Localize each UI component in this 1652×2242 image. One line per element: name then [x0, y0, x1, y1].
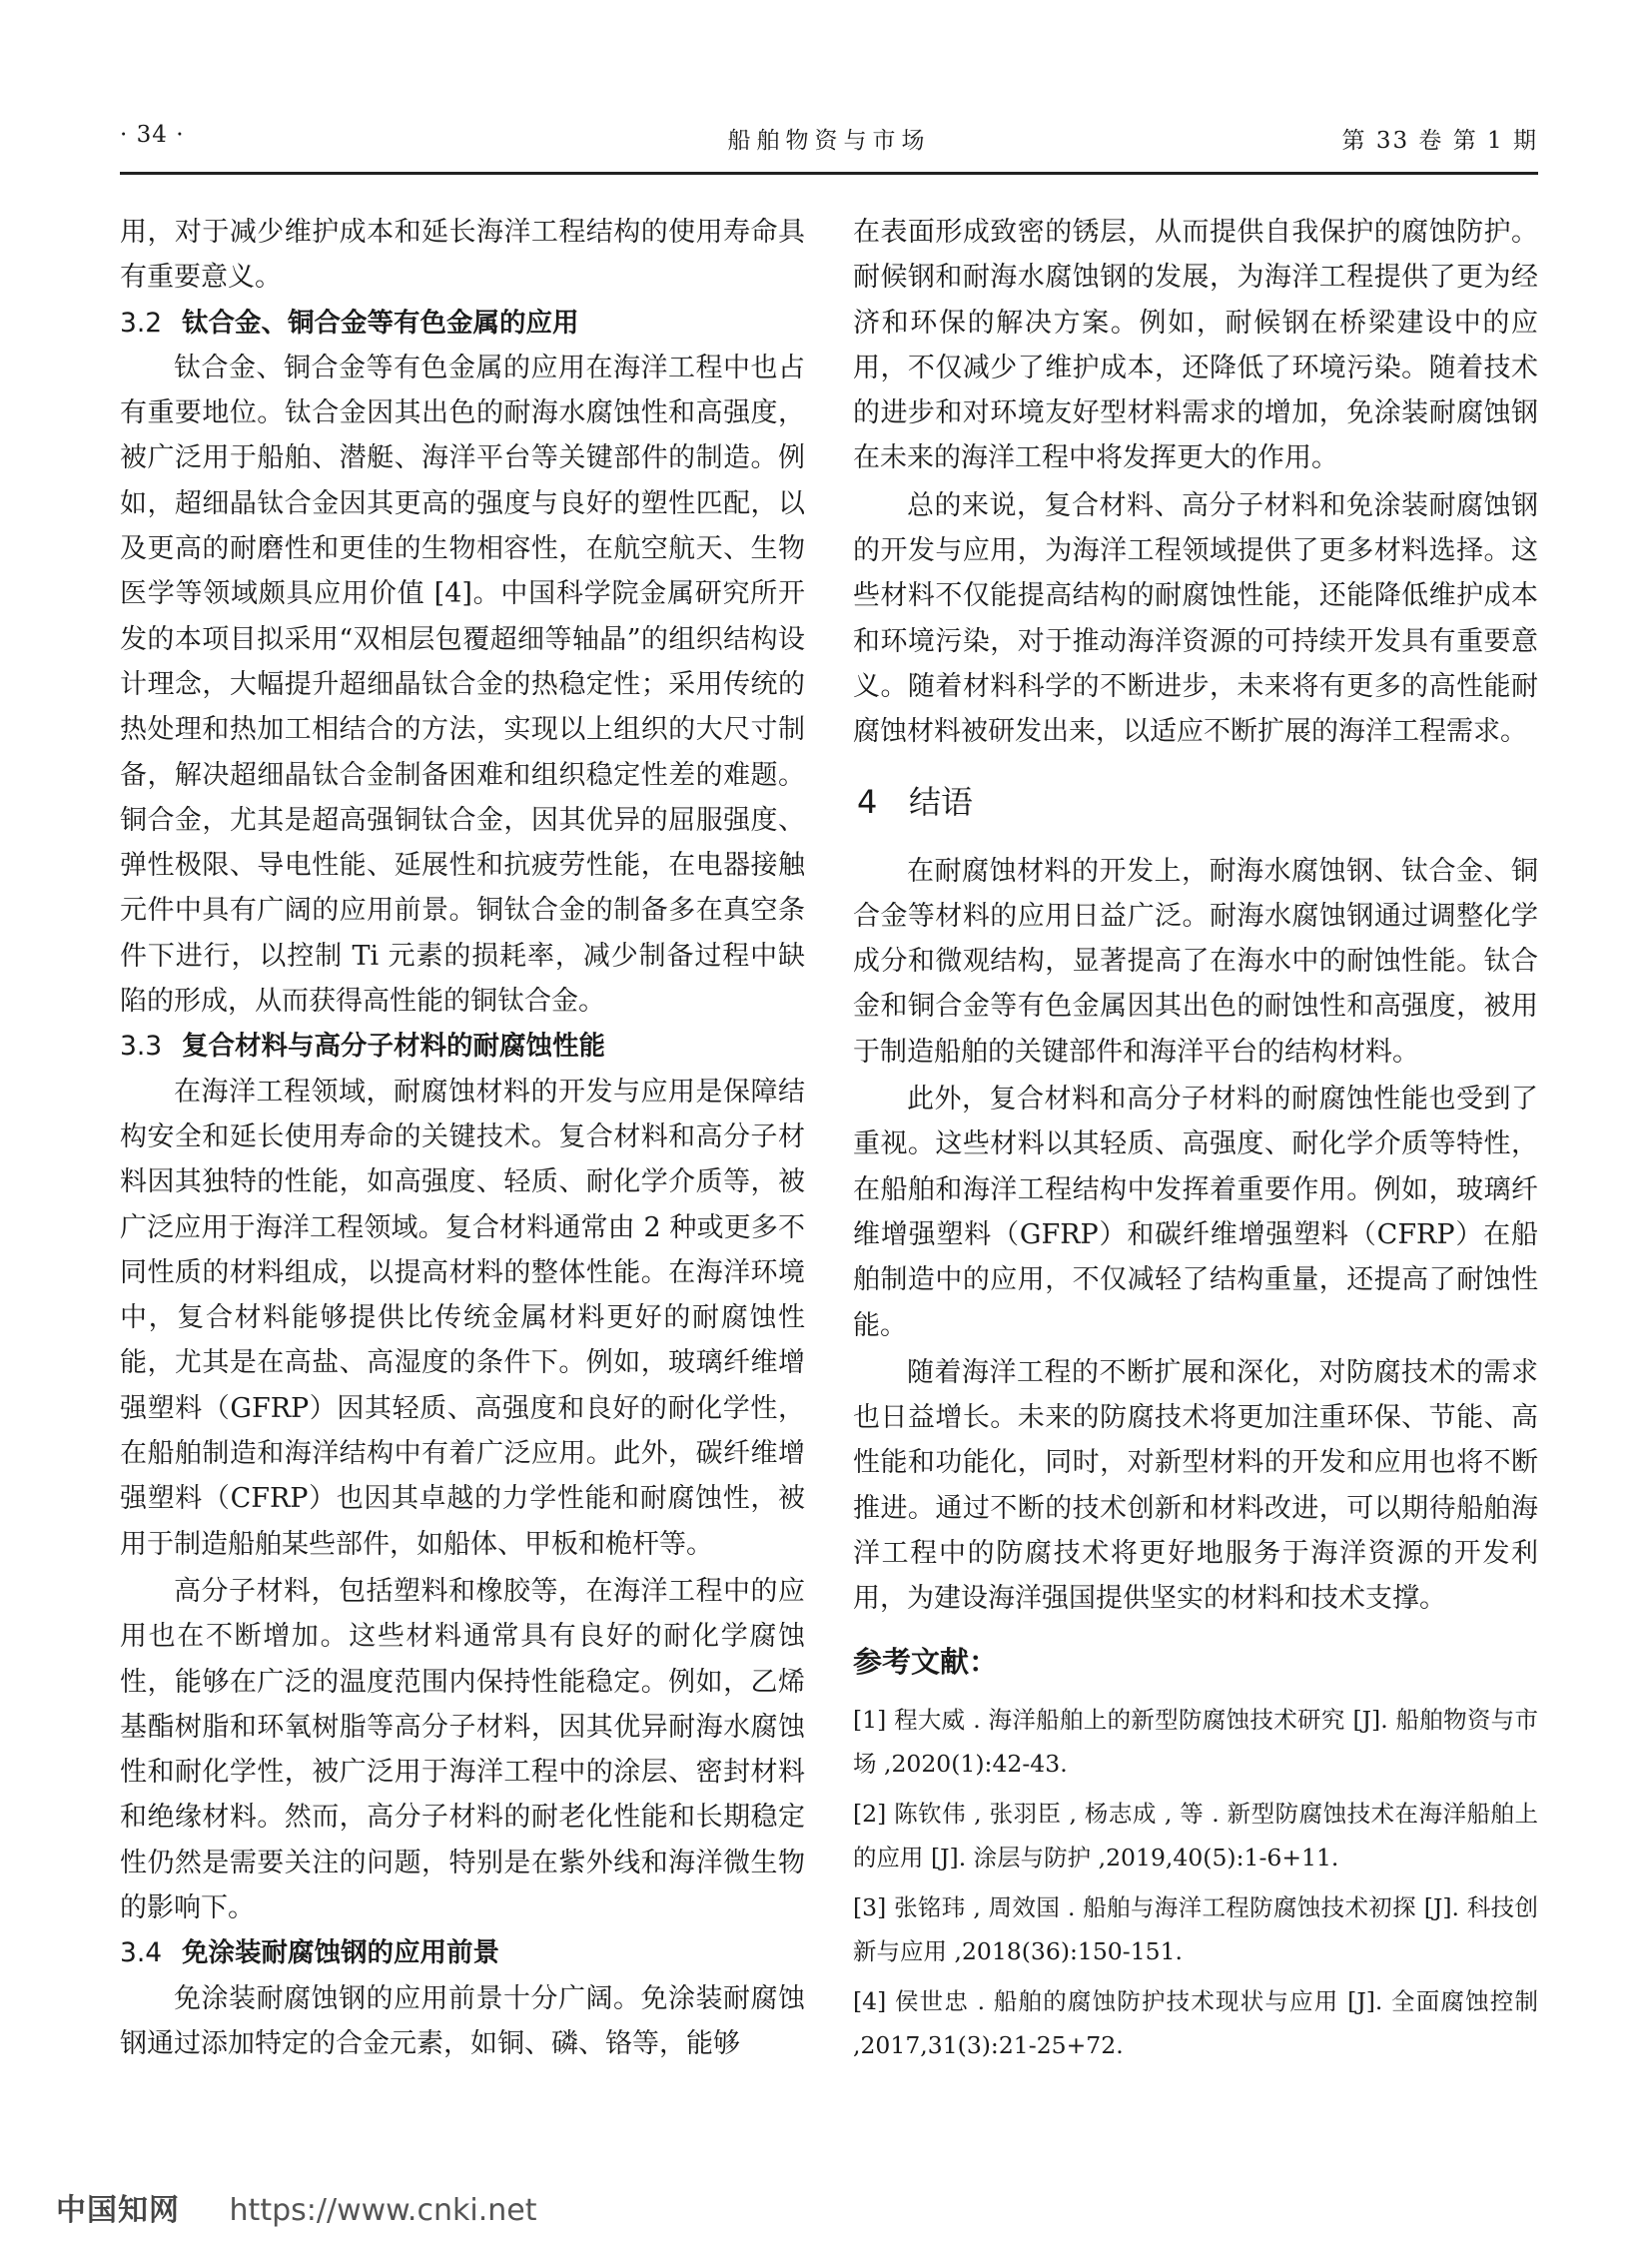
cnki-logo: 中国知网: [56, 2193, 180, 2228]
section-number: 3.3: [120, 1031, 163, 1063]
section-title: 复合材料与高分子材料的耐腐蚀性能: [182, 1031, 605, 1063]
section-heading-3-4: [120, 1930, 805, 1975]
section-title: 免涂装耐腐蚀钢的应用前景: [182, 1937, 499, 1969]
section-title: 钛合金、铜合金等有色金属的应用: [182, 307, 579, 339]
reference-item: [4] 侯世忠 . 船舶的腐蚀防护技术现状与应用 [J]. 全面腐蚀控制 ,2017,31(3):21-25+72.: [853, 1986, 1538, 2059]
page-header: [120, 122, 1538, 162]
left-column: [120, 210, 805, 2066]
paragraph: 在耐腐蚀材料的开发上，耐海水腐蚀钢、钛合金、铜合金等材料的应用日益广泛。耐海水腐蚀钢通过调整化学成分和微观结构，显著提高了在海水中的耐蚀性能。钛合金和铜合金等有色金属因其出色的耐蚀性和高强度，被用于制造船舶的关键部件和海洋平台的结构材料。: [853, 855, 1538, 1068]
issue-info: 第 33 卷 第 1 期: [1341, 128, 1538, 154]
section-number: 3.2: [120, 307, 163, 339]
paragraph: 在表面形成致密的锈层，从而提供自我保护的腐蚀防护。耐候钢和耐海水腐蚀钢的发展，为海洋工程提供了更为经济和环保的解决方案。例如，耐候钢在桥梁建设中的应用，不仅减少了维护成本，还降低了环境污染。随着技术的进步和对环境友好型材料需求的增加，免涂装耐腐蚀钢在未来的海洋工程中将发挥更大的作用。: [853, 217, 1538, 474]
paragraph: 用，对于减少维护成本和延长海洋工程结构的使用寿命具有重要意义。: [120, 217, 805, 294]
header-rule: [120, 172, 1538, 175]
reference-item: [3] 张铭玮 , 周效国 . 船舶与海洋工程防腐蚀技术初探 [J]. 科技创新与应用 ,2018(36):150-151.: [853, 1892, 1538, 1965]
paragraph: 在海洋工程领域，耐腐蚀材料的开发与应用是保障结构安全和延长使用寿命的关键技术。复合材料和高分子材料因其独特的性能，如高强度、轻质、耐化学介质等，被广泛应用于海洋工程领域。复合材料通常由 2 种或更多不同性质的材料组成，以提高材料的整体性能。在海洋环境中，复合材料能够提供比传统金属材料更好的耐腐蚀性能，尤其是在高盐、高湿度的条件下。例如，玻璃纤维增强塑料（GFRP）因其轻质、高强度和良好的耐化学性，在船舶制造和海洋结构中有着广泛应用。此外，碳纤维增强塑料（CFRP）也因其卓越的力学性能和耐腐蚀性，被用于制造船舶某些部件，如船体、甲板和桅杆等。: [120, 1076, 805, 1560]
paragraph: 免涂装耐腐蚀钢的应用前景十分广阔。免涂装耐腐蚀钢通过添加特定的合金元素，如铜、磷、铬等，能够: [120, 1982, 805, 2059]
paragraph: 随着海洋工程的不断扩展和深化，对防腐技术的需求也日益增长。未来的防腐技术将更加注重环保、节能、高性能和功能化，同时，对新型材料的开发和应用也将不断推进。通过不断的技术创新和材料改进，可以期待船舶海洋工程中的防腐技术将更好地服务于海洋资源的开发利用，为建设海洋强国提供坚实的材料和技术支撑。: [853, 1356, 1538, 1615]
section-heading-3-3: [120, 1024, 805, 1069]
paragraph: 总的来说，复合材料、高分子材料和免涂装耐腐蚀钢的开发与应用，为海洋工程领域提供了更多材料选择。这些材料不仅能提高结构的耐腐蚀性能，还能降低维护成本和环境污染，对于推动海洋资源的可持续开发具有重要意义。随着材料科学的不断进步，未来将有更多的高性能耐腐蚀材料被研发出来，以适应不断扩展的海洋工程需求。: [853, 489, 1538, 748]
references-heading: 参考文献：: [853, 1644, 999, 1679]
reference-item: [1] 程大威 . 海洋船舶上的新型防腐蚀技术研究 [J]. 船舶物资与市场 ,2020(1):42-43.: [853, 1705, 1538, 1778]
paragraph: 此外，复合材料和高分子材料的耐腐蚀性能也受到了重视。这些材料以其轻质、高强度、耐化学介质等特性，在船舶和海洋工程结构中发挥着重要作用。例如，玻璃纤维增强塑料（GFRP）和碳纤维增强塑料（CFRP）在船舶制造中的应用，不仅减轻了结构重量，还提高了耐蚀性能。: [853, 1084, 1538, 1341]
paragraph: 高分子材料，包括塑料和橡胶等，在海洋工程中的应用也在不断增加。这些材料通常具有良好的耐化学腐蚀性，能够在广泛的温度范围内保持性能稳定。例如，乙烯基酯树脂和环氧树脂等高分子材料，因其优异耐海水腐蚀性和耐化学性，被广泛用于海洋工程中的涂层、密封材料和绝缘材料。然而，高分子材料的耐老化性能和长期稳定性仍然是需要关注的问题，特别是在紫外线和海洋微生物的影响下。: [120, 1575, 805, 1923]
section-number: 3.4: [120, 1937, 163, 1969]
section-heading-3-2: [120, 301, 805, 346]
section-number: 4: [857, 782, 878, 821]
journal-title: 船舶物资与市场: [727, 128, 931, 154]
section-heading-4: [853, 779, 1538, 825]
reference-item: [2] 陈钦伟 , 张羽臣 , 杨志成 , 等 . 新型防腐蚀技术在海洋船舶上的应用 [J]. 涂层与防护 ,2019,40(5):1-6+11.: [853, 1799, 1538, 1871]
paragraph: 钛合金、铜合金等有色金属的应用在海洋工程中也占有重要地位。钛合金因其出色的耐海水腐蚀性和高强度，被广泛用于船舶、潜艇、海洋平台等关键部件的制造。例如，超细晶钛合金因其更高的强度与良好的塑性匹配，以及更高的耐磨性和更佳的生物相容性，在航空航天、生物医学等领域颇具应用价值 [4]。中国科学院金属研究所开发的本项目拟采用“双相层包覆超细等轴晶”的组织结构设计理念，大幅提升超细晶钛合金的热稳定性；采用传统的热处理和热加工相结合的方法，实现以上组织的大尺寸制备，解决超细晶钛合金制备困难和组织稳定性差的难题。铜合金，尤其是超高强铜钛合金，因其优异的屈服强度、弹性极限、导电性能、延展性和抗疲劳性能，在电器接触元件中具有广阔的应用前景。铜钛合金的制备多在真空条件下进行，以控制 Ti 元素的损耗率，减少制备过程中缺陷的形成，从而获得高性能的铜钛合金。: [120, 352, 805, 1018]
cnki-watermark: [56, 2185, 536, 2229]
page-number: · 34 ·: [120, 122, 185, 148]
cnki-url: https://www.cnki.net: [229, 2193, 537, 2228]
section-title: 结语: [909, 782, 974, 821]
right-column: [853, 210, 1538, 2073]
